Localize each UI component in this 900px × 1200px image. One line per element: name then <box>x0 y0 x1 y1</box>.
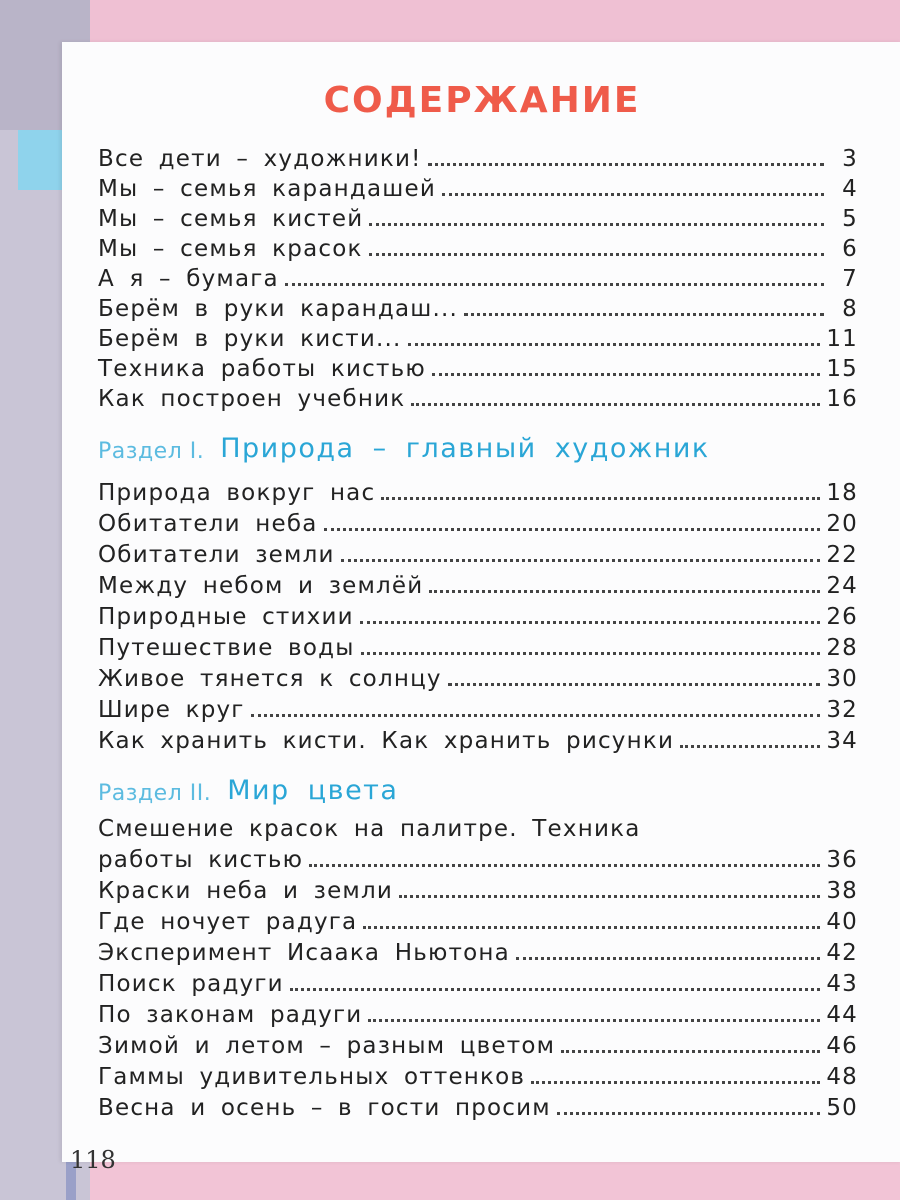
toc-entry-title: Мы – семья красок <box>98 236 363 262</box>
leader-dots <box>369 223 824 226</box>
leader-dots <box>341 559 821 562</box>
toc-entry <box>98 724 858 754</box>
toc-entry-first-line <box>98 812 858 842</box>
toc-entry <box>98 507 858 537</box>
section-heading <box>98 428 710 464</box>
section-name: Природа – главный художник <box>220 433 710 464</box>
toc-entry-title: Эксперимент Исаака Ньютона <box>98 940 510 966</box>
toc-entry-title: Мы – семья карандашей <box>98 176 437 202</box>
toc-entry-title: Как построен учебник <box>98 386 406 412</box>
toc-entry <box>98 292 858 322</box>
section-name: Мир цвета <box>227 775 399 806</box>
toc-entry-page: 48 <box>826 1064 858 1090</box>
toc-entry-page: 42 <box>826 940 858 966</box>
toc-entry <box>98 905 858 935</box>
leader-dots <box>324 528 821 531</box>
toc-entry-title: По законам радуги <box>98 1002 363 1028</box>
leader-dots <box>399 895 820 898</box>
leader-dots <box>531 1081 820 1084</box>
toc-entry-title: Поиск радуги <box>98 971 284 997</box>
toc-entry <box>98 936 858 966</box>
toc-entry-page: 20 <box>826 511 858 537</box>
toc-entry-page: 5 <box>842 206 858 232</box>
leader-dots <box>381 497 820 500</box>
background-top-strip <box>90 0 900 45</box>
toc-entry-title: Природные стихии <box>98 604 354 630</box>
toc-entry-title: Все дети – художники! <box>98 146 422 172</box>
toc-entry-title: Природа вокруг нас <box>98 480 376 506</box>
toc-entry <box>98 172 858 202</box>
toc-entry <box>98 693 858 723</box>
toc-entry <box>98 967 858 997</box>
toc-entry <box>98 202 858 232</box>
leader-dots <box>408 343 821 346</box>
toc-entry-page: 40 <box>826 909 858 935</box>
toc-entry-title: Гаммы удивительных оттенков <box>98 1064 526 1090</box>
toc-entry-title: работы кистью <box>98 847 304 873</box>
leader-dots <box>516 957 820 960</box>
leader-dots <box>680 745 820 748</box>
leader-dots <box>429 590 820 593</box>
toc-entry-page: 38 <box>826 878 858 904</box>
toc-entry-page: 36 <box>826 847 858 873</box>
toc-entry-title: Мы – семья кистей <box>98 206 364 232</box>
toc-entry <box>98 382 858 412</box>
toc-entry-page: 28 <box>826 635 858 661</box>
leader-dots <box>251 714 821 717</box>
toc-entry <box>98 1029 858 1059</box>
toc-entry-page: 46 <box>826 1033 858 1059</box>
toc-entry-page: 30 <box>826 666 858 692</box>
toc-entry <box>98 1060 858 1090</box>
toc-entry-title: Смешение красок на палитре. Техника <box>98 816 641 842</box>
leader-dots <box>557 1112 820 1115</box>
section-heading <box>98 770 398 806</box>
toc-entry-page: 43 <box>826 971 858 997</box>
leader-dots <box>561 1050 820 1053</box>
toc-entry <box>98 874 858 904</box>
toc-entry <box>98 142 858 172</box>
toc-entry-page: 44 <box>826 1002 858 1028</box>
toc-entry-page: 50 <box>826 1095 858 1121</box>
toc-entry-page: 32 <box>826 697 858 723</box>
page-number: 118 <box>70 1146 116 1174</box>
toc-entry <box>98 998 858 1028</box>
toc-entry <box>98 232 858 262</box>
leader-dots <box>442 193 824 196</box>
leader-dots <box>369 253 824 256</box>
toc-entry-title: Техника работы кистью <box>98 356 426 382</box>
leader-dots <box>464 313 824 316</box>
toc-entry-page: 24 <box>826 573 858 599</box>
toc-entry <box>98 538 858 568</box>
toc-entry <box>98 352 858 382</box>
leader-dots <box>309 864 820 867</box>
toc-entry-page: 26 <box>826 604 858 630</box>
leader-dots <box>361 652 821 655</box>
toc-entry-page: 11 <box>826 326 858 352</box>
toc-entry-page: 4 <box>842 176 858 202</box>
toc-entry <box>98 1091 858 1121</box>
leader-dots <box>368 1019 820 1022</box>
toc-entry-title: Берём в руки карандаш... <box>98 296 459 322</box>
contents-page <box>62 42 900 1162</box>
toc-entry-title: Весна и осень – в гости просим <box>98 1095 551 1121</box>
toc-entry-title: Обитатели неба <box>98 511 318 537</box>
toc-entry <box>98 476 858 506</box>
section-prefix: Раздел II. <box>98 781 212 806</box>
leader-dots <box>285 283 824 286</box>
toc-entry <box>98 569 858 599</box>
toc-entry-title: Шире круг <box>98 697 245 723</box>
leader-dots <box>448 683 821 686</box>
toc-entry-title: Берём в руки кисти... <box>98 326 402 352</box>
toc-entry-title: Живое тянется к солнцу <box>98 666 442 692</box>
toc-entry-title: Путешествие воды <box>98 635 355 661</box>
toc-entry-title: Обитатели земли <box>98 542 335 568</box>
toc-entry <box>98 662 858 692</box>
toc-entry-page: 15 <box>826 356 858 382</box>
toc-entry-page: 6 <box>842 236 858 262</box>
toc-entry-page: 34 <box>826 728 858 754</box>
toc-entry-title: Зимой и летом – разным цветом <box>98 1033 556 1059</box>
leader-dots <box>411 403 820 406</box>
leader-dots <box>363 926 820 929</box>
toc-entry <box>98 322 858 352</box>
section-prefix: Раздел I. <box>98 439 205 464</box>
toc-entry-title: Как хранить кисти. Как хранить рисунки <box>98 728 675 754</box>
toc-entry <box>98 600 858 630</box>
leader-dots <box>290 988 821 991</box>
toc-entry <box>98 262 858 292</box>
leader-dots <box>428 163 824 166</box>
toc-entry-page: 8 <box>842 296 858 322</box>
toc-entry-title: А я – бумага <box>98 266 279 292</box>
page-title: СОДЕРЖАНИЕ <box>323 80 641 121</box>
toc-entry-page: 16 <box>826 386 858 412</box>
toc-entry-page: 3 <box>842 146 858 172</box>
toc-entry-page: 7 <box>842 266 858 292</box>
leader-dots <box>360 621 821 624</box>
leader-dots <box>432 373 820 376</box>
toc-entry-title: Между небом и землёй <box>98 573 424 599</box>
toc-entry-page: 18 <box>826 480 858 506</box>
toc-entry-title: Краски неба и земли <box>98 878 394 904</box>
toc-entry-page: 22 <box>826 542 858 568</box>
toc-entry-title: Где ночует радуга <box>98 909 358 935</box>
toc-entry <box>98 843 858 873</box>
toc-entry <box>98 631 858 661</box>
